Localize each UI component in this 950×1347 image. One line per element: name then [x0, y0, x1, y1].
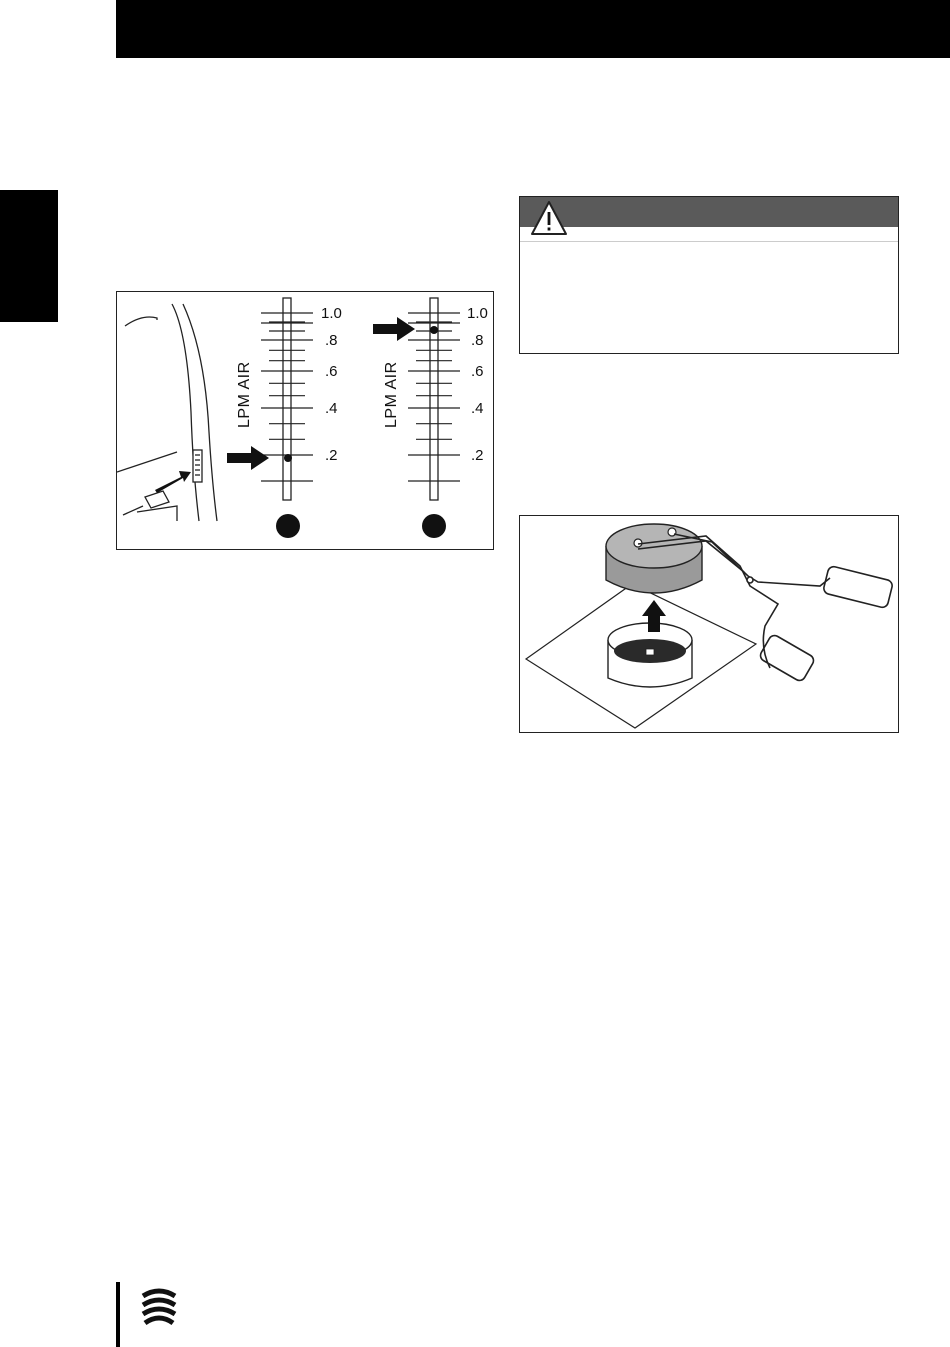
crucible-dish: [608, 623, 692, 687]
flowmeter-figure: [116, 291, 494, 550]
warning-triangle-icon: [529, 199, 569, 239]
crucible-figure: [519, 515, 899, 733]
left-tick-label-0-6: .6: [325, 363, 338, 380]
warning-divider: [520, 241, 898, 242]
section-side-tab: [0, 190, 58, 322]
crucible-illustration: [520, 516, 900, 734]
left-callout-circle: [276, 514, 300, 538]
left-tick-label-0-4: .4: [325, 400, 338, 417]
left-gauge: [227, 298, 342, 538]
right-callout-circle: [422, 514, 446, 538]
left-indicator-arrow-icon: [227, 446, 269, 470]
footer-rule: [116, 1282, 120, 1347]
left-tick-label-0-2: .2: [325, 447, 338, 464]
right-tick-label-1-0: 1.0: [467, 305, 488, 322]
right-gauge: [373, 298, 488, 538]
right-float-ball: [430, 326, 438, 334]
right-tick-label-0-4: .4: [471, 400, 484, 417]
left-axis-label: LPM AIR: [236, 361, 253, 428]
brand-logo-icon: [139, 1288, 179, 1328]
header-bar: [116, 0, 950, 58]
warning-box: [519, 196, 899, 354]
left-float-ball: [284, 454, 292, 462]
right-tick-label-0-8: .8: [471, 332, 484, 349]
left-tick-label-0-8: .8: [325, 332, 338, 349]
right-tick-label-0-2: .2: [471, 447, 484, 464]
crucible-lid: [606, 524, 702, 593]
right-tick-label-0-6: .6: [471, 363, 484, 380]
warning-header: [520, 197, 898, 227]
right-axis-label: LPM AIR: [383, 361, 400, 428]
flowmeter-illustration: [117, 292, 495, 551]
right-indicator-arrow-icon: [373, 317, 415, 341]
device-arrow-icon: [155, 471, 191, 493]
left-tick-label-1-0: 1.0: [321, 305, 342, 322]
device-sketch: [117, 304, 217, 521]
